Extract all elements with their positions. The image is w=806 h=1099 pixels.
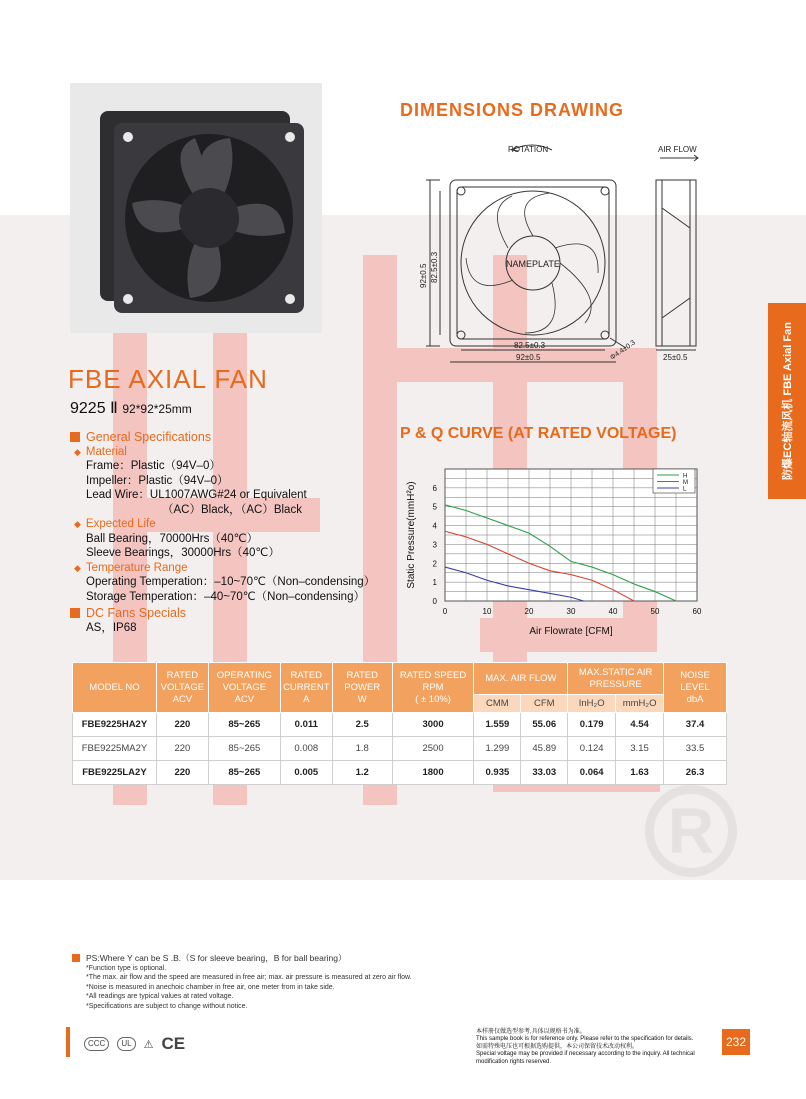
dimensions-drawing	[400, 138, 710, 373]
x-axis-label: Air Flowrate [CFM]	[529, 626, 613, 637]
note-line: *All readings are typical values at rated voltage.	[86, 993, 234, 1001]
table-row	[73, 737, 727, 761]
airflow-arrow-icon	[660, 155, 698, 161]
spec-heading-life: ◆ Expected Life	[70, 517, 400, 532]
pq-curve-chart	[400, 455, 710, 645]
header-noise: NOISE LEVEL dbA	[664, 663, 727, 713]
table-cell: FBE9225HA2Y	[73, 713, 157, 737]
dim-hole: Φ4.4±0.3	[609, 339, 637, 362]
y-tick-label: 5	[432, 502, 437, 512]
spec-heading-general: General Specifications	[70, 430, 400, 445]
table-cell: 0.179	[568, 713, 616, 737]
header-cfm: CFM	[521, 695, 568, 713]
registered-mark: R	[645, 785, 737, 877]
ul-icon: UL	[117, 1037, 135, 1051]
spec-heading-material: ◆ Material	[70, 445, 400, 460]
x-tick-label: 10	[482, 607, 492, 616]
table-cell: 45.89	[521, 737, 568, 761]
spec-sleeve-bearing: Sleeve Bearings，30000Hrs（40℃）	[86, 547, 280, 559]
spec-lead-wire-colors: （AC）Black，（AC）Black	[162, 503, 302, 516]
header-model: MODEL NO	[73, 663, 157, 713]
footer-line: 本样册仅做选型参考,具体以规格书为准。	[476, 1029, 586, 1035]
certifications	[84, 1034, 185, 1054]
header-power: RATED POWER W	[332, 663, 392, 713]
table-cell: 85~265	[208, 761, 280, 785]
dim-inner-horizontal: 82.5±0.3	[514, 341, 546, 350]
table-cell: FBE9225MA2Y	[73, 737, 157, 761]
ccc-icon: CCC	[84, 1037, 109, 1051]
model-size: 92*92*25mm	[122, 402, 192, 416]
y-tick-label: 1	[432, 578, 437, 588]
table-cell: 1.2	[332, 761, 392, 785]
header-speed: RATED SPEED RPM ( ± 10%)	[392, 663, 474, 713]
table-cell: 1.8	[332, 737, 392, 761]
table-cell: 1.559	[474, 713, 521, 737]
spec-operating-temp: Operating Temperation：–10~70℃（Non–condensing）	[86, 576, 376, 588]
y-tick-label: 3	[432, 540, 437, 550]
table-cell: 33.5	[664, 737, 727, 761]
table-cell: 3000	[392, 713, 474, 737]
model-number: 9225 Ⅱ	[70, 400, 118, 417]
table-cell: 85~265	[208, 737, 280, 761]
footer-line: This sample book is for reference only. Please refer to the specification for details.	[476, 1036, 694, 1043]
table-cell: 26.3	[664, 761, 727, 785]
table-row	[73, 761, 727, 785]
notes	[72, 954, 412, 1012]
header-voltage: RATED VOLTAGE ACV	[156, 663, 208, 713]
footer-disclaimer	[476, 1029, 716, 1066]
x-tick-label: 50	[650, 607, 660, 616]
header-inh2o: InH₂O	[568, 695, 616, 713]
warning-icon: ⚠	[143, 1038, 154, 1051]
y-tick-label: 6	[432, 483, 437, 493]
legend-label: H	[683, 473, 688, 480]
x-tick-label: 30	[566, 607, 576, 616]
footer-accent-bar	[66, 1027, 70, 1057]
x-tick-label: 20	[524, 607, 534, 616]
page-number: 232	[722, 1029, 750, 1055]
spec-heading-dc: DC Fans Specials	[70, 606, 400, 621]
header-op-voltage: OPERATING VOLTAGE ACV	[208, 663, 280, 713]
airflow-label: AIR FLOW	[658, 145, 697, 154]
table-cell: 220	[156, 737, 208, 761]
y-tick-label: 0	[432, 597, 437, 606]
legend-label: L	[683, 486, 687, 493]
footer-line: Special voltage may be provided if necessary according to the inquiry. All technical modification rights reserved.	[476, 1051, 695, 1065]
table-cell: 0.124	[568, 737, 616, 761]
product-title: FBE AXIAL FAN	[68, 364, 268, 394]
header-mmh2o: mmH₂O	[616, 695, 664, 713]
table-cell: FBE9225LA2Y	[73, 761, 157, 785]
legend-label: M	[683, 480, 688, 486]
dim-inner-vertical: 82.5±0.3	[430, 251, 439, 283]
x-tick-label: 40	[608, 607, 618, 616]
note-line: *The max. air flow and the speed are measured in free air; max. air pressure is measured at zero air flow.	[86, 974, 412, 982]
spec-lead-wire: Lead Wire：UL1007AWG#24 or Equivalent	[86, 489, 307, 501]
table-cell: 220	[156, 713, 208, 737]
table-row	[73, 713, 727, 737]
y-tick-label: 4	[432, 521, 437, 531]
table-cell: 0.064	[568, 761, 616, 785]
table-cell: 1800	[392, 761, 474, 785]
spec-frame: Frame：Plastic（94V–0）	[86, 460, 221, 472]
dim-depth: 25±0.5	[663, 353, 688, 362]
x-tick-label: 0	[442, 607, 448, 616]
note-line: *Noise is measured in anechoic chamber in free air, one meter from in take side.	[86, 983, 335, 991]
spec-impeller: Impeller：Plastic（94V–0）	[86, 474, 229, 487]
header-current: RATED CURRENT A	[280, 663, 332, 713]
spec-table	[72, 662, 727, 785]
note-line: *Function type is optional.	[86, 964, 167, 972]
dim-outer-horizontal: 92±0.5	[516, 353, 541, 362]
table-cell: 37.4	[664, 713, 727, 737]
table-cell: 2.5	[332, 713, 392, 737]
side-tab-label: 防爆EC轴流风机 FBE Axial Fan	[782, 322, 794, 480]
table-cell: 0.011	[280, 713, 332, 737]
note-ps: PS:Where Y can be S .B.（S for sleeve bearing，B for ball bearing）	[72, 954, 412, 964]
table-cell: 1.63	[616, 761, 664, 785]
product-model	[70, 398, 192, 418]
y-axis-label: Static Pressure(mmH²o)	[406, 481, 417, 589]
header-pressure: MAX.STATIC AIR PRESSURE	[568, 663, 664, 695]
spec-dc-value: AS，IP68	[86, 621, 137, 634]
spec-ball-bearing: Ball Bearing，70000Hrs（40℃）	[86, 532, 259, 545]
table-cell: 1.299	[474, 737, 521, 761]
side-tab	[768, 303, 806, 499]
footer-line: 如需特殊电压也可根据选购提供，本公司保留技术改动权利。	[476, 1043, 639, 1050]
x-tick-label: 60	[692, 607, 702, 616]
header-airflow: MAX. AIR FLOW	[474, 663, 568, 695]
table-cell: 4.54	[616, 713, 664, 737]
product-photo	[70, 83, 322, 333]
note-line: *Specifications are subject to change without notice.	[86, 1002, 248, 1010]
table-cell: 0.005	[280, 761, 332, 785]
table-cell: 33.03	[521, 761, 568, 785]
y-tick-label: 2	[432, 559, 437, 569]
pq-curve-title: P & Q CURVE (AT RATED VOLTAGE)	[400, 425, 677, 442]
table-cell: 55.06	[521, 713, 568, 737]
table-cell: 85~265	[208, 713, 280, 737]
general-specifications	[70, 428, 400, 635]
table-cell: 3.15	[616, 737, 664, 761]
dimensions-title: DIMENSIONS DRAWING	[400, 100, 625, 120]
table-cell: 0.008	[280, 737, 332, 761]
nameplate-label: NAMEPLATE	[506, 259, 560, 269]
table-cell: 0.935	[474, 761, 521, 785]
table-cell: 2500	[392, 737, 474, 761]
header-cmm: CMM	[474, 695, 521, 713]
spec-heading-temp: ◆ Temperature Range	[70, 561, 400, 576]
rotation-label: ROTATION	[508, 145, 549, 154]
spec-storage-temp: Storage Temperation：–40~70℃（Non–condensing）	[86, 590, 365, 603]
dim-outer-vertical: 92±0.5	[419, 263, 428, 288]
table-cell: 220	[156, 761, 208, 785]
ce-icon: CE	[161, 1034, 186, 1053]
